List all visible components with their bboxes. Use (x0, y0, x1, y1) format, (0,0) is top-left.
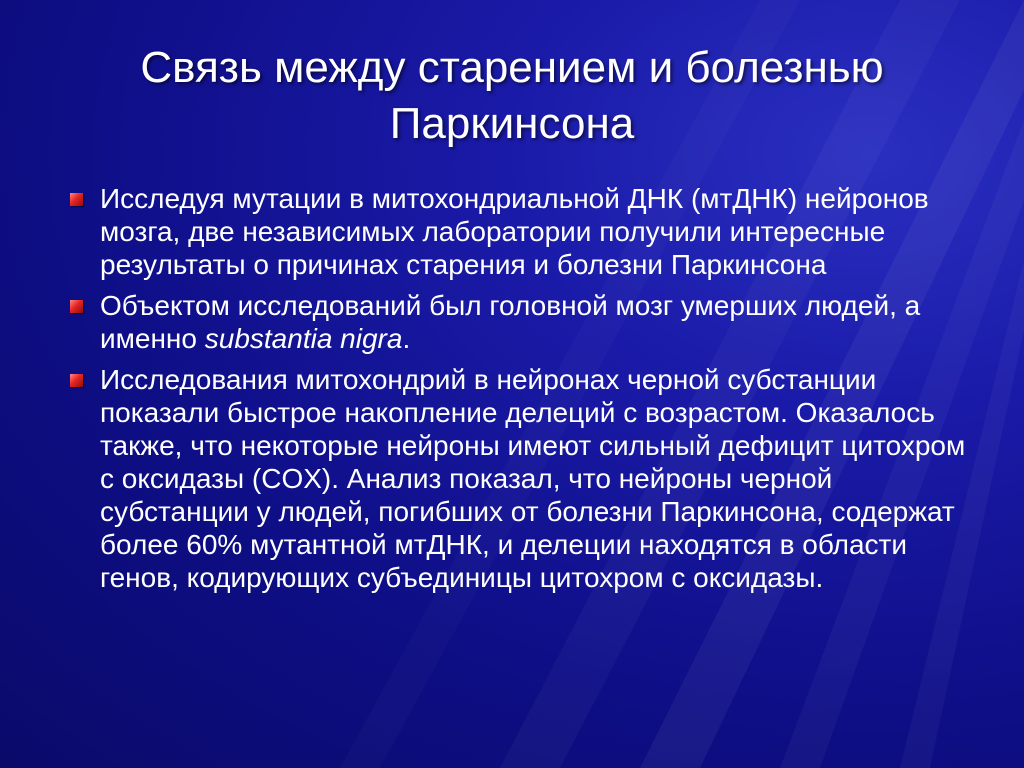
bullet-text-before: Объектом исследований был головной мозг умерших людей, а именно (100, 290, 921, 354)
slide-title-line2: Паркинсона (389, 99, 635, 148)
bullet-list (58, 182, 978, 602)
bullet-text-after: . (402, 323, 411, 354)
red-square-bullet-icon (70, 374, 83, 387)
bullet-text: Исследования митохондрий в нейронах черной субстанции показали быстрое накопление делеций с возрастом. Оказалось также, что некоторые нейроны имеют сильный дефицит цитохром с оксидазы (COX). Анализ показал, что нейроны черной субстанции у людей, погибших от болезни Паркинсона, содержат более 60% мутантной мтДНК, и делеции находятся в области генов, кодирующих субъединицы цитохром с оксидазы. (100, 364, 966, 593)
bullet-item (58, 182, 978, 281)
red-square-bullet-icon (70, 300, 83, 313)
bullet-item (58, 289, 978, 355)
slide-title-line1: Связь между старением и болезнью (140, 43, 884, 92)
slide-title (40, 40, 984, 152)
bullet-text (100, 290, 920, 354)
bullet-item (58, 363, 978, 594)
red-square-bullet-icon (70, 193, 83, 206)
bullet-text-italic: substantia nigra (204, 323, 403, 354)
bullet-text: Исследуя мутации в митохондриальной ДНК (мтДНК) нейронов мозга, две независимых лаборатории получили интересные результаты о причинах старения и болезни Паркинсона (100, 183, 929, 280)
